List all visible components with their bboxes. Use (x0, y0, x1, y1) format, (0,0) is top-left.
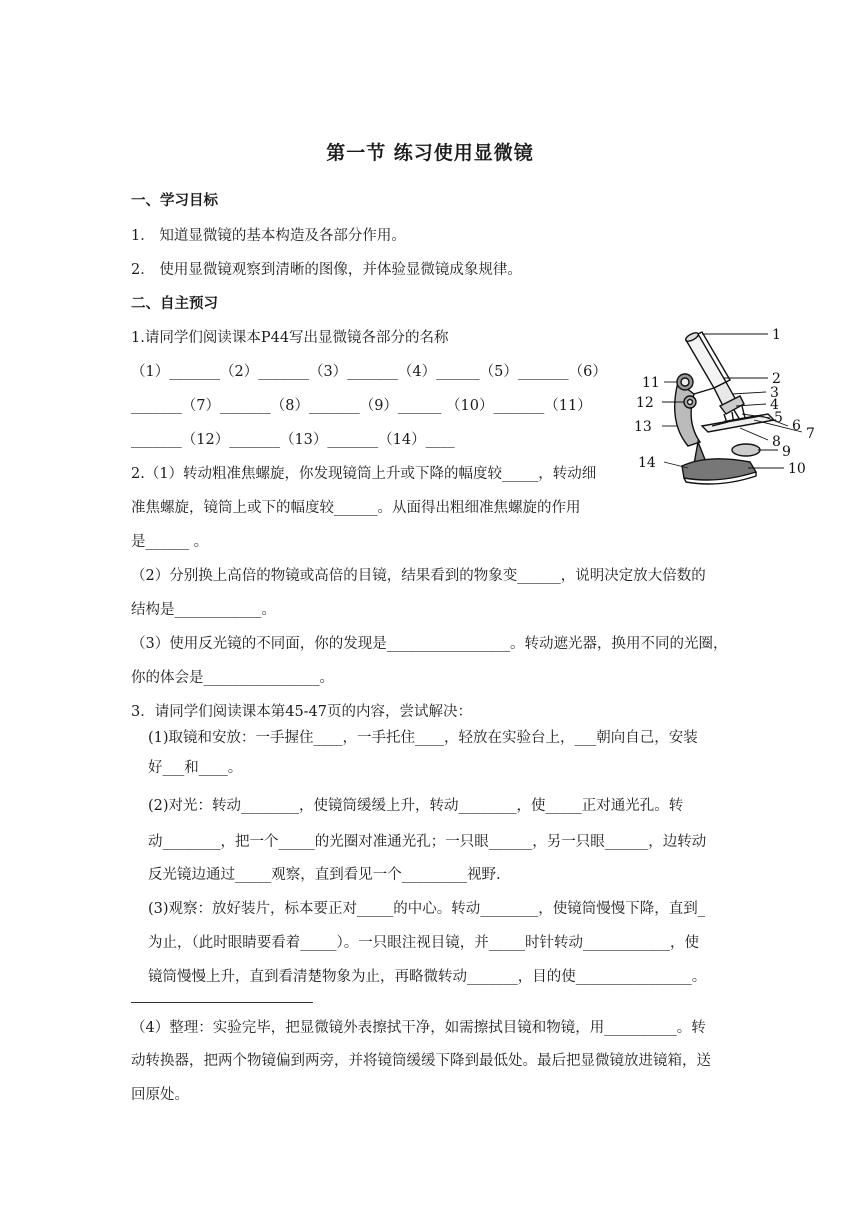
q3-c-line-2: 为止，（此时眼睛要看着_____）。一只眼注视目镜，并_____时针转动____________，使 (148, 935, 699, 951)
page-title: 第一节 练习使用显微镜 (326, 142, 534, 164)
q2-part3-line-1: （3）使用反光镜的不同面，你的发现是_________________。转动遮光器，换用不同的光圈， (131, 636, 728, 652)
q3-a-line-1: (1)取镜和安放：一手握住____，一手托住____，轻放在实验台上，___朝向自己，安装 (148, 730, 698, 746)
figure-label-10: 10 (788, 461, 806, 477)
q2-part1-line-1: 2.（1）转动粗准焦螺旋，你发现镜筒上升或下降的幅度较_____，转动细 (131, 466, 597, 482)
goal-item-1: 1． 知道显微镜的基本构造及各部分作用。 (131, 228, 406, 244)
q1-blanks-line-1: （1）_______（2）_______（3）_______（4）______（5）_______（6） (131, 364, 607, 380)
microscope-illustration (628, 322, 828, 494)
figure-label-14: 14 (638, 455, 656, 471)
q1-blanks-line-3: _______（12）_______（13）_______（14）____ (131, 432, 455, 448)
figure-label-5: 5 (774, 410, 783, 426)
footnote-divider (131, 1002, 313, 1003)
figure-label-1: 1 (772, 327, 781, 343)
figure-label-6: 6 (792, 418, 801, 434)
goal-item-2: 2． 使用显微镜观察到清晰的图像，并体验显微镜成象规律。 (131, 262, 522, 278)
q2-part1-line-2: 准焦螺旋，镜筒上或下的幅度较______。从面得出粗细准焦螺旋的作用 (131, 500, 581, 516)
q3-d-line-2: 动转换器，把两个物镜偏到两旁，并将镜筒缓缓下降到最低处。最后把显微镜放进镜箱，送 (131, 1053, 711, 1069)
figure-label-2: 2 (772, 371, 781, 387)
q3-d-line-3: 回原处。 (131, 1087, 189, 1103)
q3-b-line-1: (2)对光：转动________，使镜筒缓缓上升，转动________，使_____正对通光孔。转 (148, 798, 684, 814)
q3-a-line-2: 好___和____。 (148, 760, 243, 776)
q3-c-line-3: 镜筒慢慢上升，直到看清楚物象为止，再略微转动_______，目的使________________。 (148, 969, 707, 985)
q3-intro: 3．请同学们阅读课本第45-47页的内容，尝试解决： (131, 704, 473, 720)
figure-label-7: 7 (806, 426, 815, 442)
figure-label-4: 4 (770, 397, 779, 413)
q2-part1-line-3: 是______ 。 (131, 534, 209, 550)
q2-part3-line-2: 你的体会是________________。 (131, 670, 334, 686)
figure-label-13: 13 (634, 419, 652, 435)
figure-label-8: 8 (772, 434, 781, 450)
figure-label-3: 3 (770, 385, 779, 401)
figure-label-9: 9 (782, 444, 791, 460)
q2-part2-line-1: （2）分别换上高倍的物镜或高倍的目镜，结果看到的物象变______，说明决定放大倍数的 (131, 568, 706, 584)
q3-b-line-3: 反光镜边通过_____观察，直到看见一个_________视野. (148, 867, 501, 883)
q3-d-line-1: （4）整理：实验完毕，把显微镜外表擦拭干净，如需擦拭目镜和物镜，用__________。转 (131, 1020, 706, 1036)
section-heading-preview: 二、自主预习 (131, 295, 218, 312)
q3-c-line-1: (3)观察：放好装片，标本要正对_____的中心。转动________，使镜筒慢慢下降，直到_ (148, 901, 706, 917)
figure-label-12: 12 (636, 395, 654, 411)
q3-b-line-2: 动________，把一个_____的光圈对准通光孔；一只眼______，另一只眼______，边转动 (148, 834, 707, 850)
microscope-diagram (628, 322, 828, 494)
q1-blanks-line-2: _______（7）_______（8）_______（9）______ （10）_______（11） (131, 398, 592, 414)
q1-intro: 1.请同学们阅读课本P44写出显微镜各部分的名称 (131, 330, 449, 346)
section-heading-goals: 一、学习目标 (131, 192, 218, 209)
figure-label-11: 11 (642, 375, 660, 391)
q2-part2-line-2: 结构是____________。 (131, 602, 276, 618)
